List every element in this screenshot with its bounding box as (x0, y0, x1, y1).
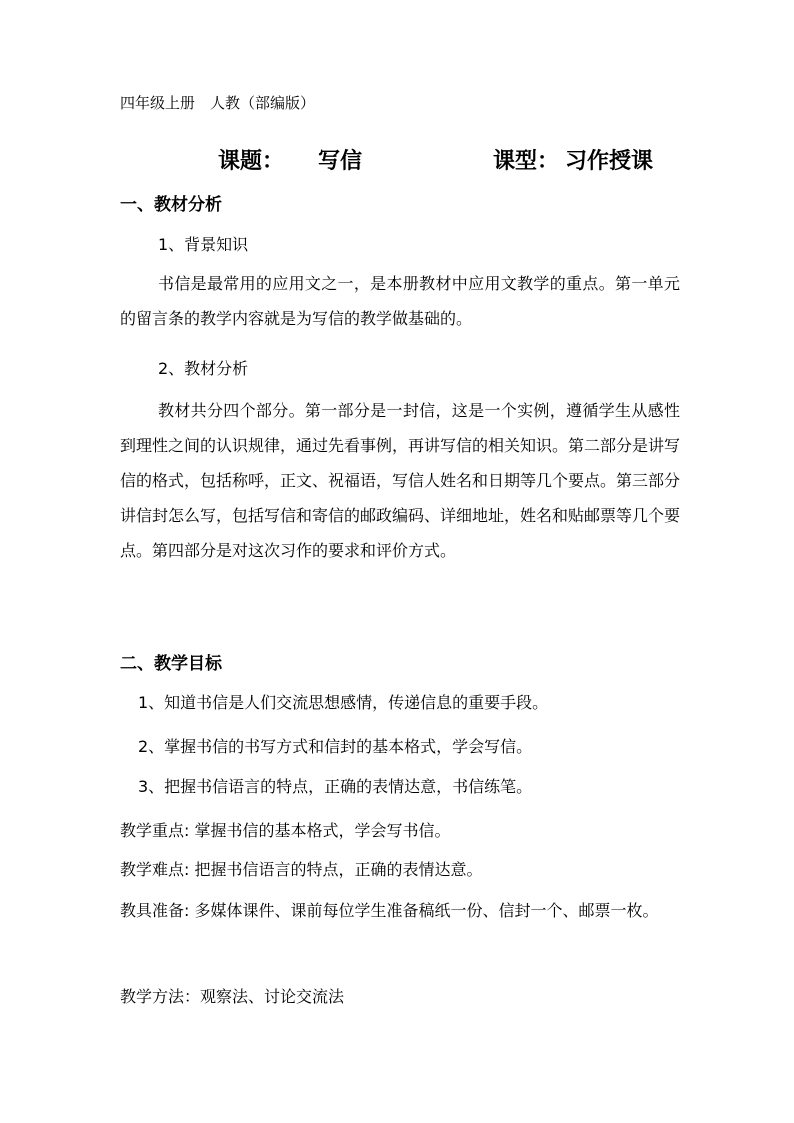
paragraph-textbook-analysis: 教材共分四个部分。第一部分是一封信，这是一个实例，遵循学生从感性到理性之间的认识规律，通过先看事例，再讲写信的相关知识。第二部分是讲写信的格式，包括称呼，正文、祝福语，写信人姓名和日期等几个要点。第三部分讲信封怎么写，包括写信和寄信的邮政编码、详细地址，姓名和贴邮票等几个要点。第四部分是对这次习作的要求和评价方式。 (120, 401, 681, 560)
paragraph-background: 书信是最常用的应用文之一，是本册教材中应用文教学的重点。第一单元的留言条的教学内容就是为写信的教学做基础的。 (120, 274, 680, 328)
subheading-textbook-analysis: 2、教材分析 (158, 359, 249, 378)
goal-item: 2、掌握书信的书写方式和信封的基本格式，学会写信。 (138, 737, 533, 756)
lesson-type-value: 习作授课 (565, 149, 654, 174)
section-heading-textbook-analysis: 一、教材分析 (120, 195, 222, 215)
topic-value: 写信 (318, 149, 363, 174)
difficulty-line: 教学难点: 把握书信语言的特点，正确的表情达意。 (120, 860, 483, 879)
materials-line: 教具准备: 多媒体课件、课前每位学生准备稿纸一份、信封一个、邮票一枚。 (120, 901, 659, 920)
grade-edition-line: 四年级上册 人教（部编版） (120, 94, 316, 112)
goal-item: 3、把握书信语言的特点，正确的表情达意，书信练笔。 (138, 777, 533, 796)
subheading-background: 1、背景知识 (158, 235, 249, 254)
methods-line: 教学方法：观察法、讨论交流法 (120, 987, 345, 1006)
topic-label: 课题： (218, 149, 285, 174)
lesson-type-label: 课型： (493, 149, 560, 174)
key-point-line: 教学重点: 掌握书信的基本格式，学会写书信。 (120, 821, 451, 840)
goal-item: 1、知道书信是人们交流思想感情，传递信息的重要手段。 (138, 693, 549, 712)
section-heading-teaching-goals: 二、教学目标 (120, 654, 222, 674)
